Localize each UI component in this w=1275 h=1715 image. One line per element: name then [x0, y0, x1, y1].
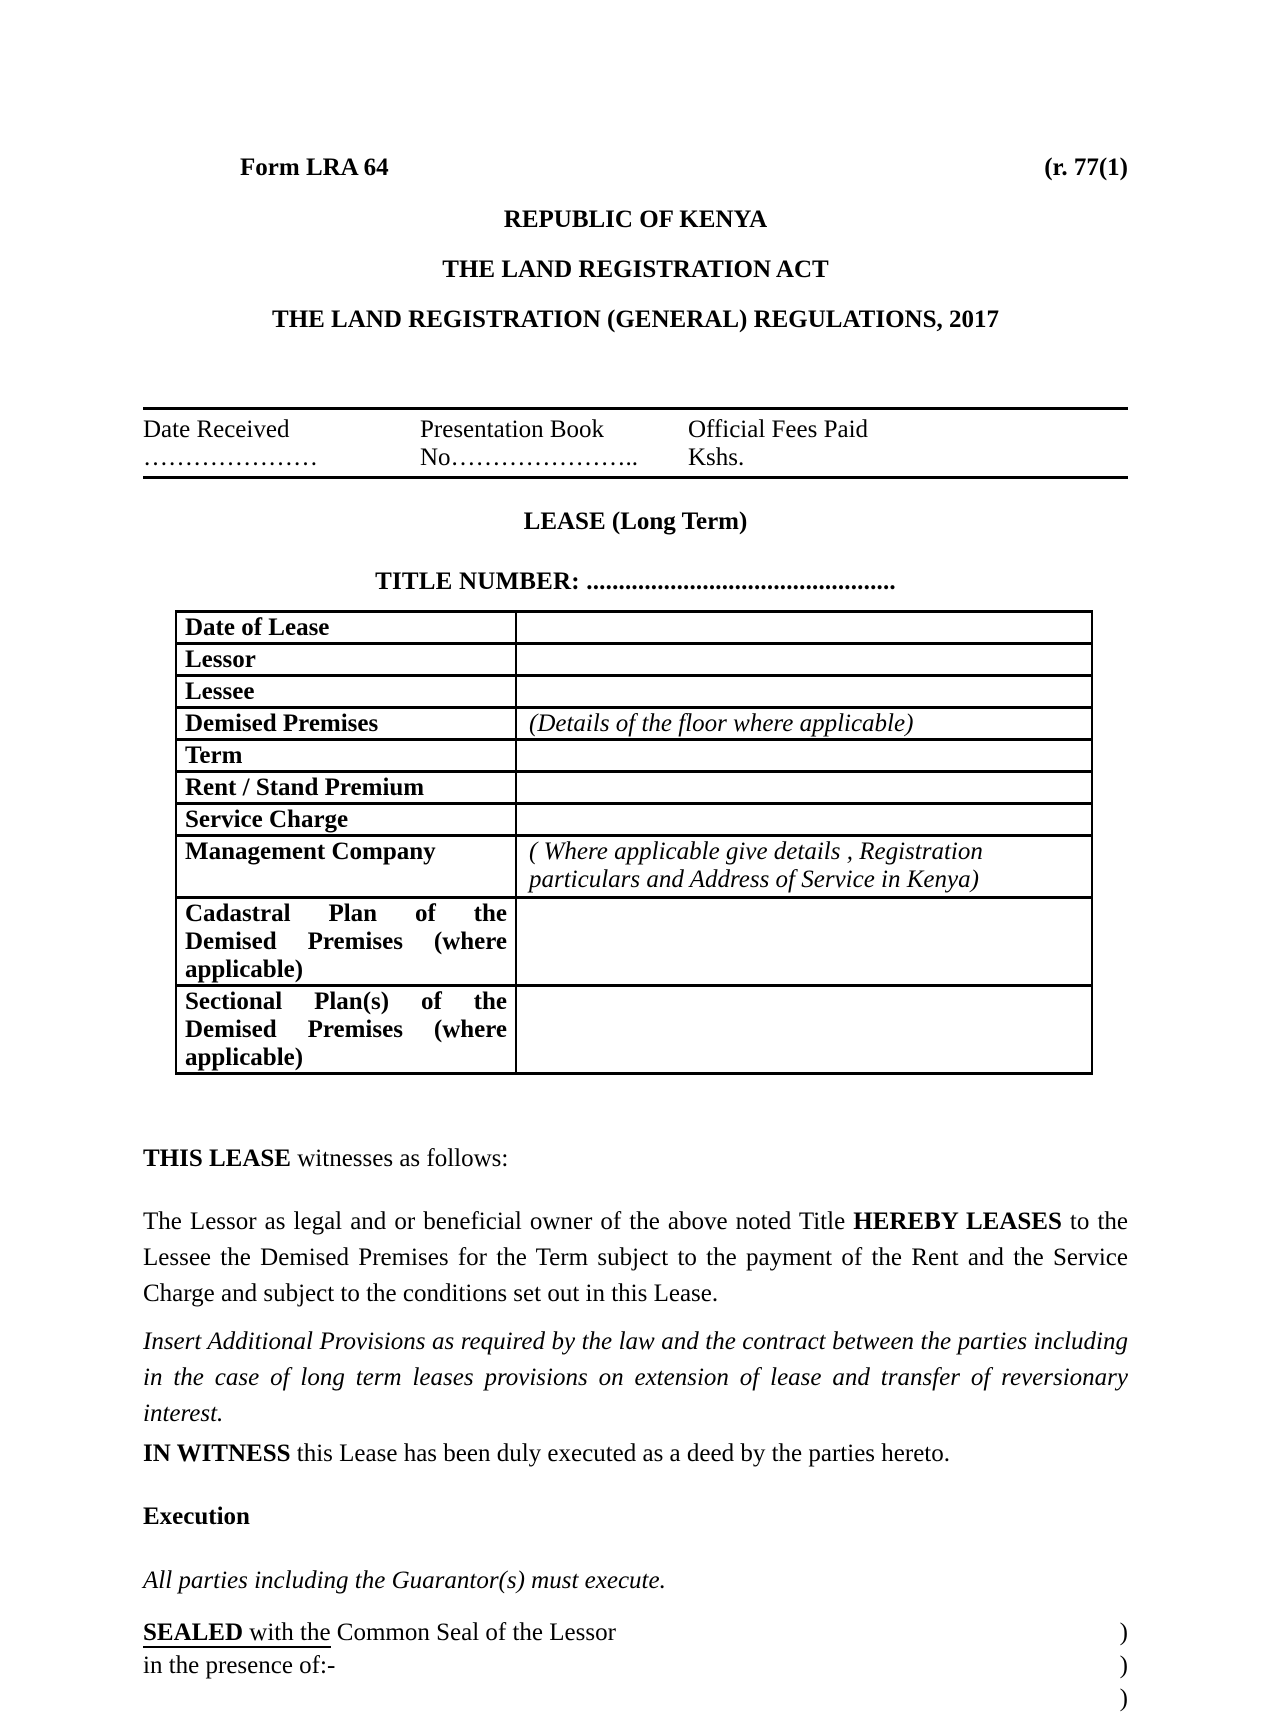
- table-row: [176, 708, 1092, 740]
- table-row: [176, 836, 1092, 898]
- in-witness-bold: IN WITNESS: [143, 1440, 291, 1467]
- this-lease-bold: THIS LEASE: [143, 1145, 291, 1172]
- in-witness-rest: this Lease has been duly executed as a deed by the parties hereto.: [290, 1440, 950, 1467]
- row-value-lessee: [516, 676, 1092, 708]
- row-value-service-charge: [516, 804, 1092, 836]
- row-label-lessor: Lessor: [176, 644, 516, 676]
- paragraph-in-witness: [143, 1436, 1128, 1472]
- paragraph-insert-provisions: Insert Additional Provisions as required by the law and the contract between the parties including in the case of long term leases provisions on extension of lease and transfer of reversionary interest.: [143, 1328, 1128, 1427]
- form-header-line: [143, 153, 1128, 183]
- row-value-rent-stand-premium: [516, 772, 1092, 804]
- heading-regulations: THE LAND REGISTRATION (GENERAL) REGULATIONS, 2017: [272, 306, 999, 333]
- form-number: Form LRA 64: [240, 154, 389, 181]
- row-label-lessee: Lessee: [176, 676, 516, 708]
- right-paren-3: ): [1119, 1685, 1128, 1712]
- row-value-lessor: [516, 644, 1092, 676]
- row-value-demised-premises: (Details of the floor where applicable): [516, 708, 1092, 740]
- para1-start: The Lessor as legal and or beneficial owner of the above noted Title: [143, 1208, 854, 1235]
- row-label-rent-stand-premium: Rent / Stand Premium: [176, 772, 516, 804]
- presentation-book-number-line: No…………………..: [420, 444, 639, 471]
- row-label-cadastral-plan: Cadastral Plan of the Demised Premises (where applicable): [176, 898, 516, 986]
- row-value-date-of-lease: [516, 612, 1092, 644]
- sealed-bold: SEALED: [143, 1619, 244, 1646]
- hereby-leases-bold: HEREBY LEASES: [853, 1208, 1062, 1235]
- row-value-sectional-plan: [516, 986, 1092, 1074]
- sealed-underlined: [143, 1619, 331, 1648]
- lease-heading: LEASE (Long Term): [523, 508, 748, 535]
- this-lease-rest: witnesses as follows:: [291, 1145, 509, 1172]
- title-number-dotted-line: ................................................: [586, 568, 896, 595]
- presentation-book-column: [420, 416, 688, 472]
- table-row: [176, 740, 1092, 772]
- row-label-sectional-plan: Sectional Plan(s) of the Demised Premises (where applicable): [176, 986, 516, 1074]
- sealed-rest: Common Seal of the Lessor: [330, 1619, 616, 1646]
- presence-line: in the presence of:-: [143, 1652, 336, 1679]
- row-label-demised-premises: Demised Premises: [176, 708, 516, 740]
- date-received-dotted-line: …………………: [143, 444, 318, 471]
- para1-end: to the Lessee the Demised Premises for the Term subject to the payment of the Rent and the Service Charge and subject to the conditions set out in this Lease.: [143, 1208, 1128, 1307]
- sealed-row-3: [143, 1682, 1128, 1715]
- heading-act: THE LAND REGISTRATION ACT: [442, 256, 829, 283]
- row-value-cadastral-plan: [516, 898, 1092, 986]
- table-row: [176, 898, 1092, 986]
- official-fees-column: [688, 416, 1128, 472]
- title-number-label: TITLE NUMBER:: [375, 568, 587, 595]
- received-fees-block: [143, 407, 1128, 479]
- execution-note: All parties including the Guarantor(s) must execute.: [143, 1567, 666, 1594]
- lease-details-table: [175, 610, 1093, 1075]
- rule-reference: (r. 77(1): [1044, 154, 1128, 181]
- row-value-management-company: ( Where applicable give details , Registration particulars and Address of Service in Kenya): [516, 836, 1092, 898]
- sealed-underline-rest: with the: [243, 1619, 331, 1646]
- presentation-book-label: Presentation Book: [420, 416, 605, 443]
- title-number-line: [143, 567, 1128, 597]
- table-row: [176, 986, 1092, 1074]
- sealed-row-2: [143, 1649, 1128, 1682]
- official-fees-label: Official Fees Paid: [688, 416, 869, 443]
- paragraph-lessor-leases: [143, 1204, 1128, 1312]
- row-label-date-of-lease: Date of Lease: [176, 612, 516, 644]
- right-paren-1: ): [1119, 1619, 1128, 1646]
- date-received-label: Date Received: [143, 416, 290, 443]
- paragraph-this-lease: [143, 1141, 1128, 1177]
- execution-heading: Execution: [143, 1503, 250, 1530]
- date-received-column: [143, 416, 420, 472]
- table-row: [176, 612, 1092, 644]
- row-label-management-company: Management Company: [176, 836, 516, 898]
- row-label-service-charge: Service Charge: [176, 804, 516, 836]
- table-row: [176, 804, 1092, 836]
- table-row: [176, 676, 1092, 708]
- official-fees-currency: Kshs.: [688, 444, 745, 471]
- table-row: [176, 772, 1092, 804]
- sealed-block: [143, 1616, 1128, 1715]
- sealed-line-1: [143, 1616, 616, 1649]
- heading-republic: REPUBLIC OF KENYA: [503, 206, 768, 233]
- row-value-term: [516, 740, 1092, 772]
- row-label-term: Term: [176, 740, 516, 772]
- table-row: [176, 644, 1092, 676]
- sealed-row-1: [143, 1616, 1128, 1649]
- right-paren-2: ): [1119, 1652, 1128, 1679]
